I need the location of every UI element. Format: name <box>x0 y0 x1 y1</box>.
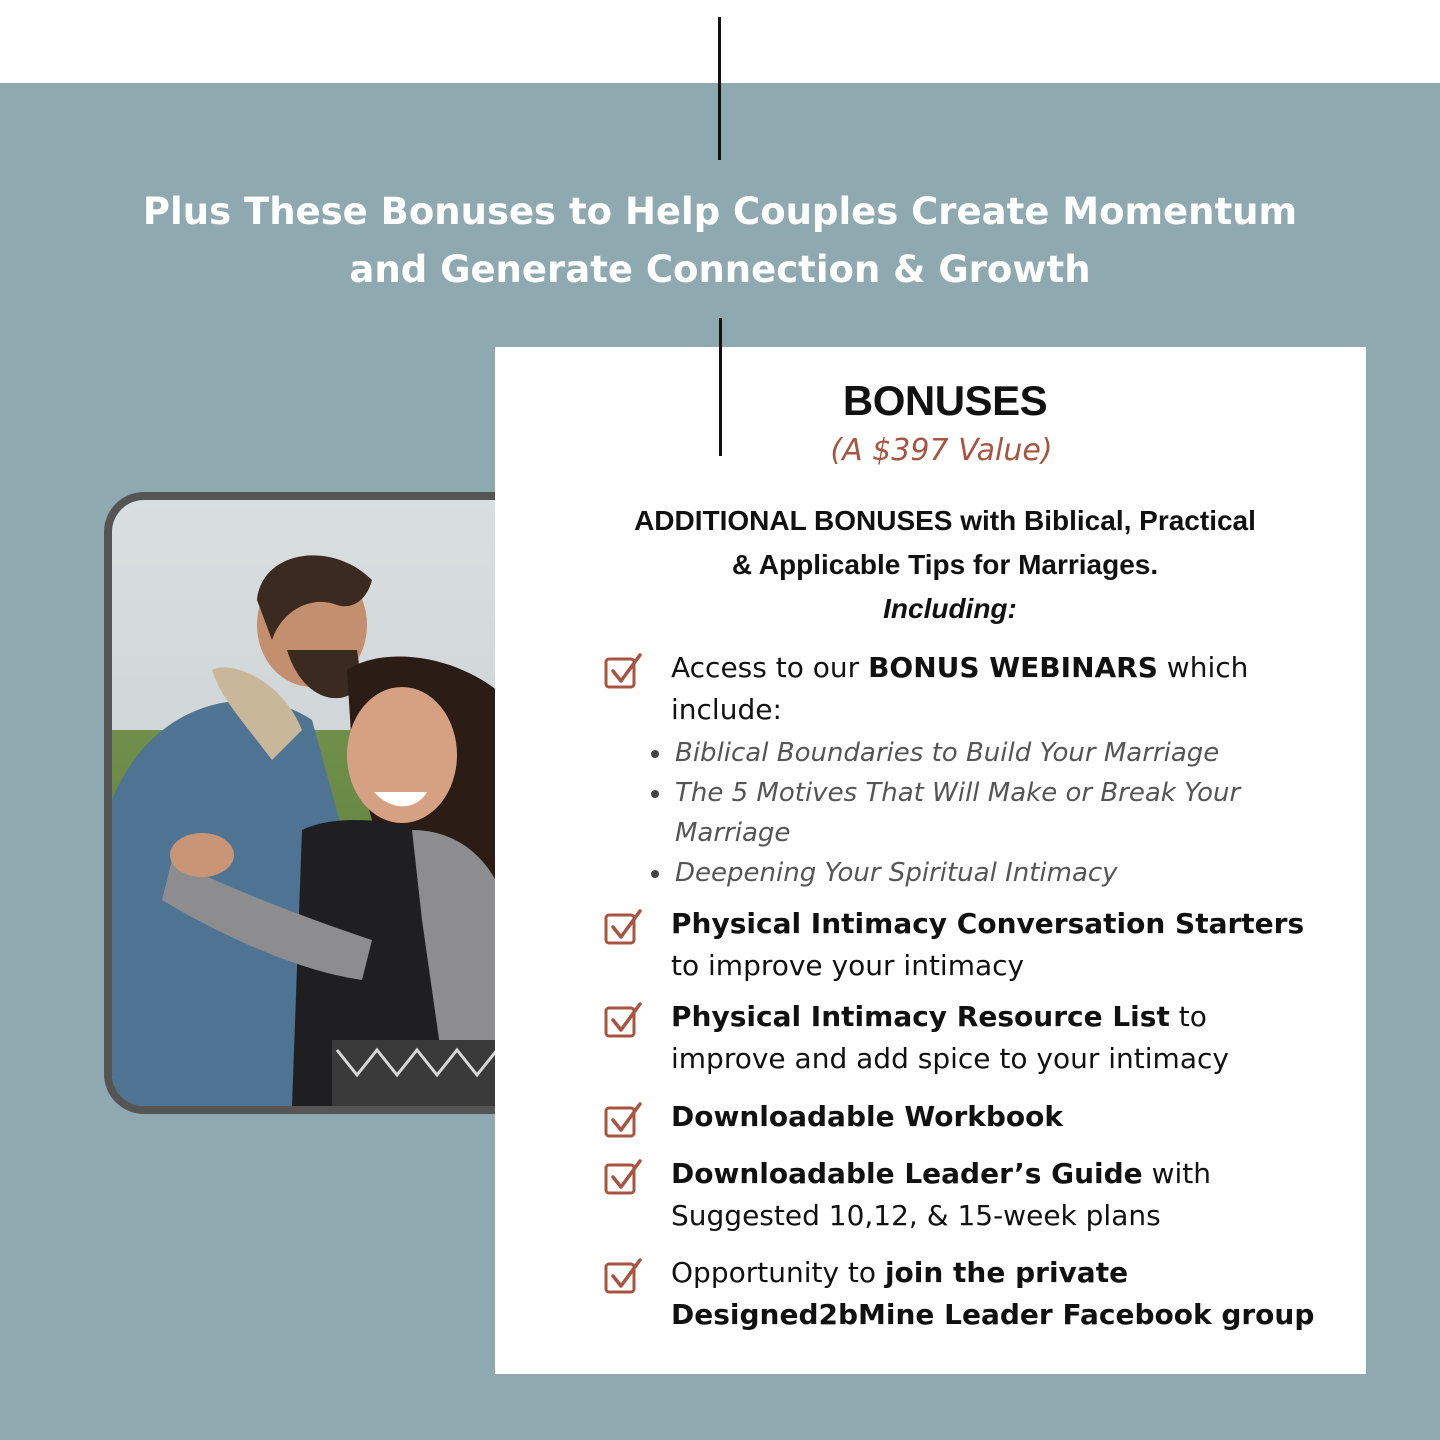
value-badge: (A $397 Value) <box>830 433 1053 468</box>
webinar-sublist <box>651 733 1251 893</box>
item-bold: join the private Designed2bMine Leader Facebook group <box>671 1256 1315 1331</box>
item-bold: Downloadable Workbook <box>671 1100 1064 1133</box>
item-text: which include: <box>671 651 1249 726</box>
item-bold: Downloadable Leader’s Guide <box>671 1157 1143 1190</box>
intro-including: Including: <box>883 593 1017 624</box>
webinar-item: The 5 Motives That Will Make or Break Your Marriage <box>651 773 1251 853</box>
headline-line-2: and Generate Connection & Growth <box>349 248 1091 291</box>
top-divider-line <box>718 17 721 160</box>
checkbox-check-icon <box>603 1100 643 1140</box>
webinar-item: Biblical Boundaries to Build Your Marriage <box>651 733 1251 773</box>
item-text: Access to our <box>671 651 869 684</box>
mid-divider-line <box>719 318 722 456</box>
card-intro <box>585 499 1305 631</box>
item-bold: Physical Intimacy Resource List <box>671 1000 1170 1033</box>
checkbox-check-icon <box>603 907 643 947</box>
checkbox-check-icon <box>603 1256 643 1296</box>
item-bold: BONUS WEBINARS <box>868 651 1158 684</box>
intro-line-1: ADDITIONAL BONUSES with Biblical, Practical <box>634 505 1256 536</box>
checkbox-check-icon <box>603 651 643 691</box>
intro-line-2: & Applicable Tips for Marriages. <box>731 549 1159 580</box>
item-text: Opportunity to <box>671 1256 885 1289</box>
item-text: to improve and add spice to your intimacy <box>671 1000 1229 1075</box>
item-text: with Suggested 10,12, & 15-week plans <box>671 1157 1211 1232</box>
page-headline <box>80 183 1360 299</box>
bonuses-card <box>495 347 1366 1374</box>
webinar-item: Deepening Your Spiritual Intimacy <box>651 853 1251 893</box>
checkbox-check-icon <box>603 1157 643 1197</box>
card-title: BONUSES <box>842 377 1048 424</box>
item-text: to improve your intimacy <box>671 949 1025 982</box>
checkbox-check-icon <box>603 1000 643 1040</box>
headline-line-1: Plus These Bonuses to Help Couples Create Momentum <box>142 190 1298 233</box>
item-bold: Physical Intimacy Conversation Starters <box>671 907 1305 940</box>
couple-photo <box>112 500 559 1106</box>
